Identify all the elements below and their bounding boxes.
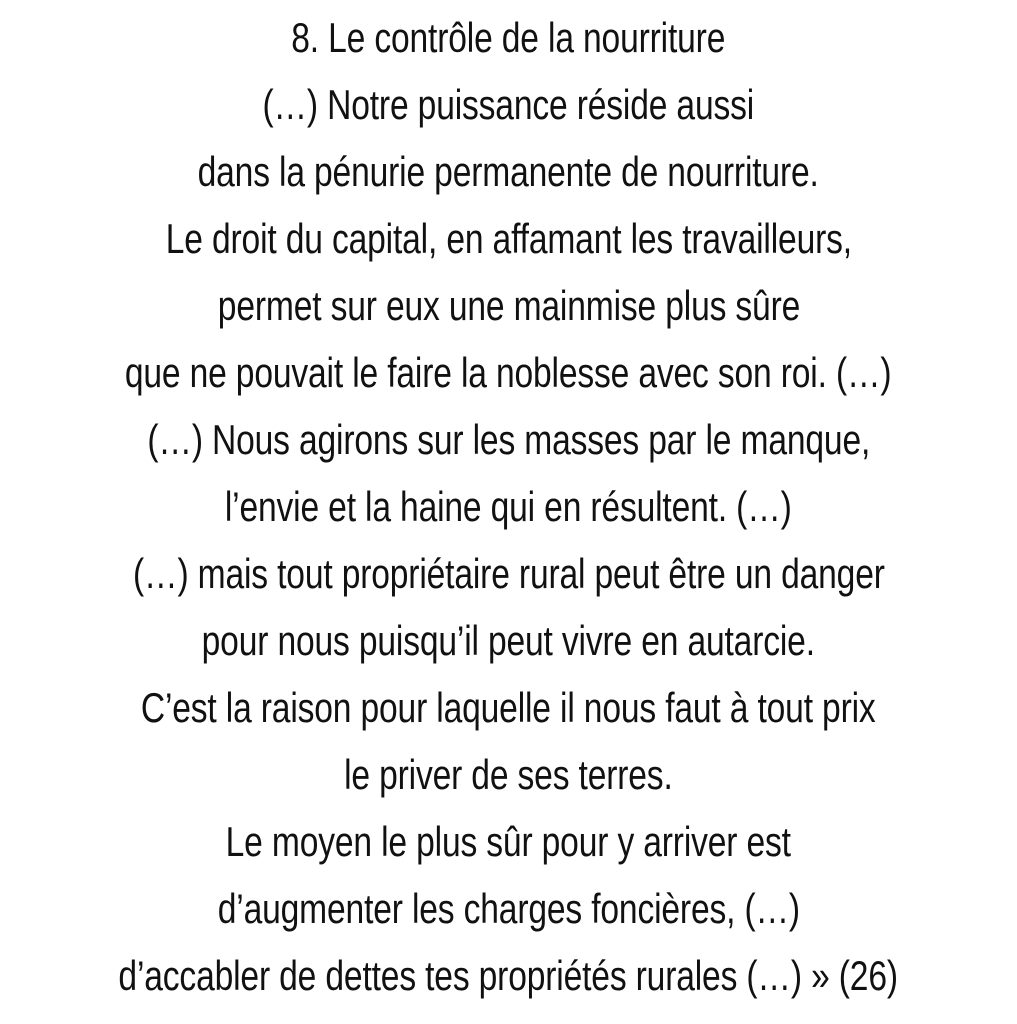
text-line: pour nous puisqu’il peut vivre en autarcie. — [201, 617, 816, 664]
text-line: le priver de ses terres. — [344, 751, 673, 798]
text-line: C’est la raison pour laquelle il nous faut à tout prix — [141, 684, 876, 731]
text-line: d’accabler de dettes tes propriétés rurales (…) » (26) — [118, 952, 899, 999]
text-line: Le droit du capital, en affamant les travailleurs, — [165, 215, 852, 262]
text-line: que ne pouvait le faire la noblesse avec son roi. (…) — [125, 349, 892, 396]
text-line: d’augmenter les charges foncières, (…) — [217, 885, 800, 932]
text-line: (…) Nous agirons sur les masses par le manque, — [147, 416, 870, 463]
text-line: (…) Notre puissance réside aussi — [262, 81, 755, 128]
text-line: l’envie et la haine qui en résultent. (…) — [225, 483, 792, 530]
text-line: (…) mais tout propriétaire rural peut être un danger — [132, 550, 885, 597]
text-line: dans la pénurie permanente de nourriture. — [197, 148, 820, 195]
section-heading: 8. Le contrôle de la nourriture — [291, 14, 726, 61]
text-line: permet sur eux une mainmise plus sûre — [217, 282, 800, 329]
text-line: Le moyen le plus sûr pour y arriver est — [225, 818, 792, 865]
